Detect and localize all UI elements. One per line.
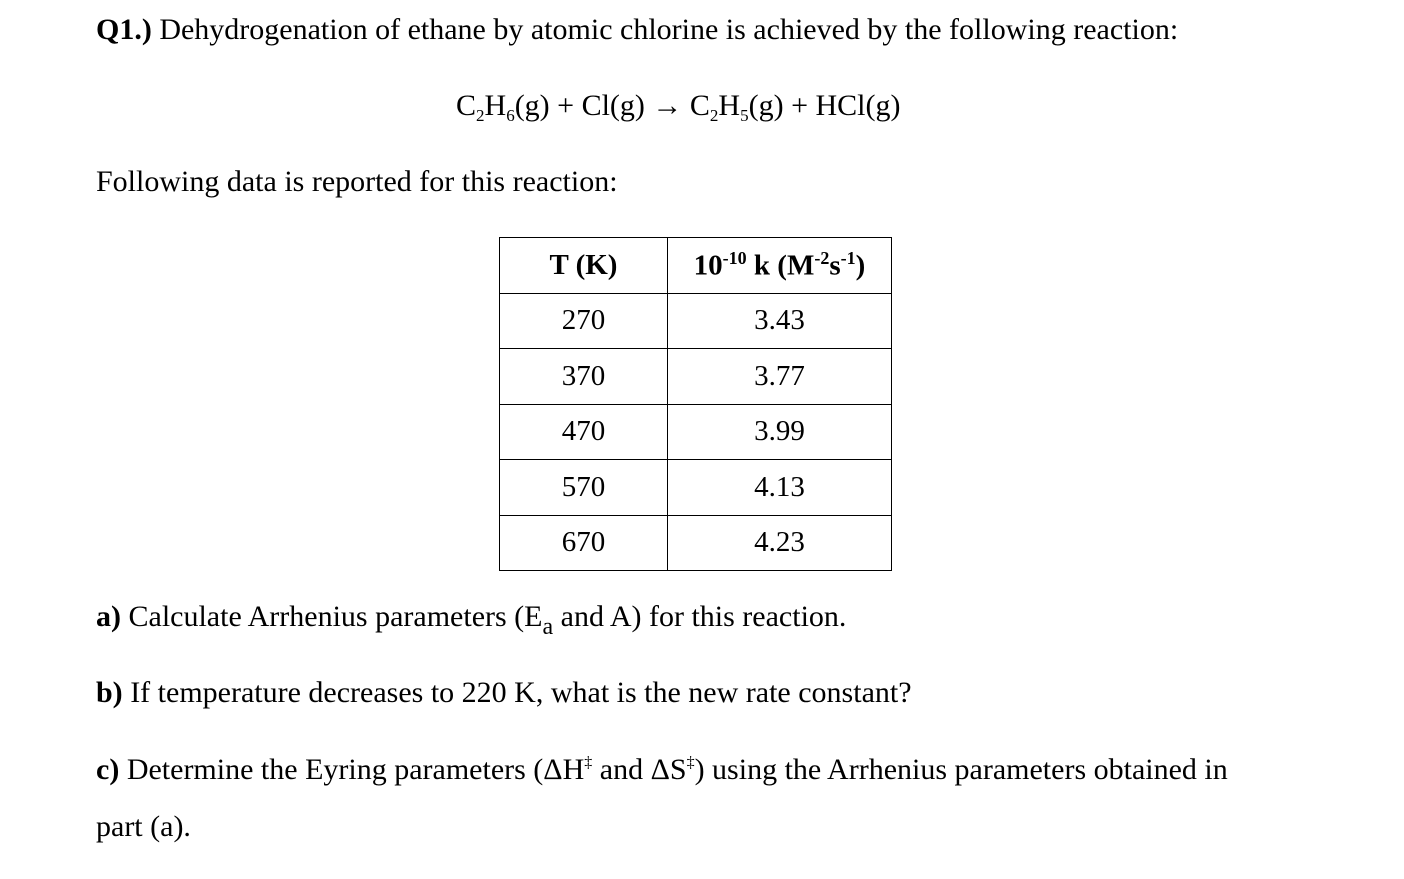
table-row [500,404,892,460]
question-label: Q1.) [96,13,152,46]
part-c-question: c) Determine the Eyring parameters (ΔH‡ and ΔS‡) using the Arrhenius parameters obtained in [96,753,1228,786]
question-body: Dehydrogenation of ethane by atomic chlorine is achieved by the following reaction: [151,13,1179,46]
question-text [96,15,1178,45]
cell-temperature: 470 [500,404,668,460]
table-row [500,349,892,405]
data-intro: Following data is reported for this reaction: [96,165,618,198]
table-row [500,515,892,571]
cell-temperature: 270 [500,293,668,349]
cell-rate-constant: 3.43 [668,293,892,349]
header-temperature: T (K) [500,238,668,294]
rate-data-table [499,237,892,571]
cell-rate-constant: 3.77 [668,349,892,405]
cell-rate-constant: 4.13 [668,460,892,516]
part-a-label: a) [96,600,121,633]
reaction-equation: $C_2H_6(g) + Cl(g) \to C_2H_5(g) + HCl(g)$ [456,89,901,125]
header-rate-constant: $10^{-10}$ k $(M^{-2}s^{-1})$ [668,238,892,294]
cell-temperature: 570 [500,460,668,516]
table-row [500,293,892,349]
cell-rate-constant: 3.99 [668,404,892,460]
cell-temperature: 670 [500,515,668,571]
part-a-question: a) Calculate Arrhenius parameters ($E_a$ and A) for this reaction. [96,600,847,640]
table-header-row [500,238,892,294]
cell-temperature: 370 [500,349,668,405]
part-c-continuation: part (a). [96,810,191,843]
part-c-label: c) [96,753,120,786]
part-b-question: b) If temperature decreases to 220 K, what is the new rate constant? [96,676,912,709]
table-row [500,460,892,516]
part-b-label: b) [96,676,123,709]
cell-rate-constant: 4.23 [668,515,892,571]
